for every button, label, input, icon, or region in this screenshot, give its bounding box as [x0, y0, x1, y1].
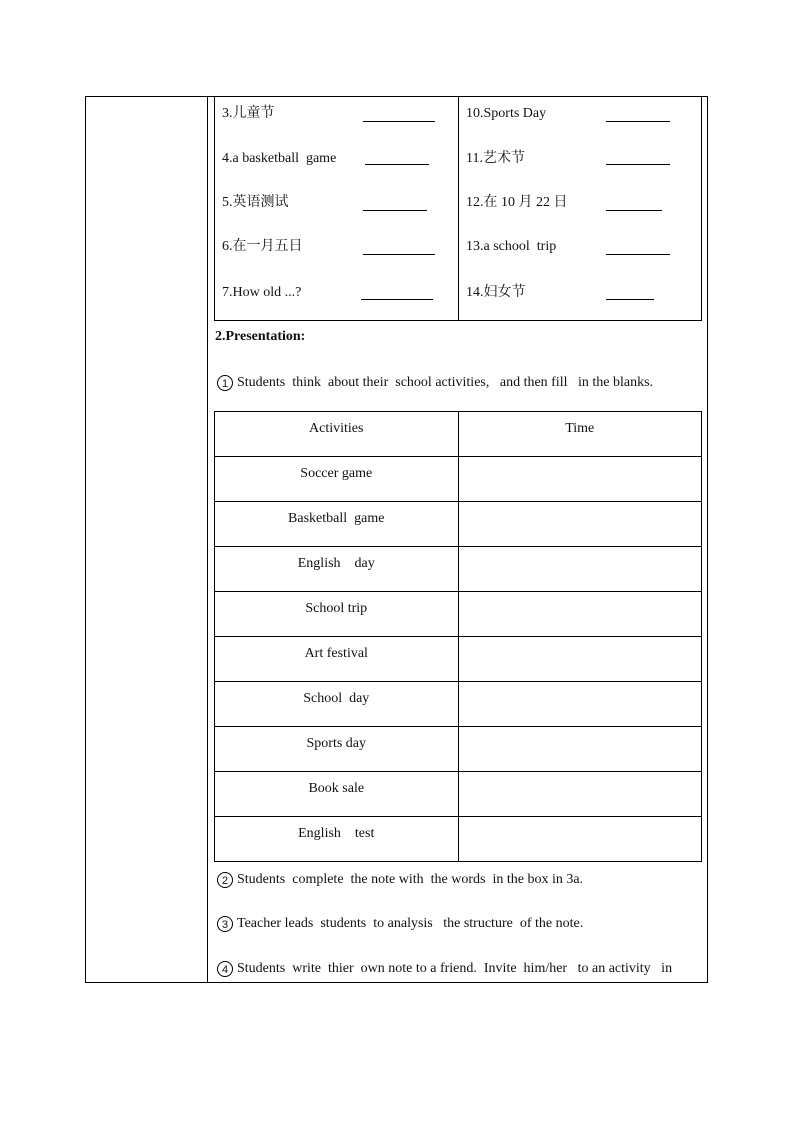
circled-number: 4	[217, 961, 233, 977]
answer-blank[interactable]	[606, 121, 670, 122]
table-row	[215, 592, 702, 637]
circled-number: 3	[217, 916, 233, 932]
vocab-item: 10.Sports Day	[466, 106, 547, 121]
table-row	[215, 817, 702, 862]
circled-number: 1	[217, 375, 233, 391]
instruction-2	[217, 871, 583, 889]
instruction-4	[217, 960, 672, 978]
vocab-item: 11.艺术节	[466, 151, 525, 166]
circled-number: 2	[217, 872, 233, 888]
table-row	[215, 637, 702, 682]
answer-blank[interactable]	[606, 254, 670, 255]
activity-cell: Soccer game	[215, 457, 459, 502]
table-row	[215, 502, 702, 547]
table-header-row	[215, 412, 702, 457]
time-cell[interactable]	[458, 817, 702, 862]
time-cell[interactable]	[458, 592, 702, 637]
presentation-heading: 2.Presentation:	[215, 329, 306, 344]
table-row	[215, 457, 702, 502]
time-cell[interactable]	[458, 502, 702, 547]
table-row	[215, 727, 702, 772]
vocab-item: 13.a school trip	[466, 239, 557, 254]
vocab-item: 3.儿童节	[222, 106, 275, 121]
instruction-text: Students write thier own note to a friend. Invite him/her to an activity in	[237, 961, 673, 976]
table-row	[215, 682, 702, 727]
vocab-item: 6.在一月五日	[222, 239, 303, 254]
table-row	[215, 772, 702, 817]
vocabulary-table	[214, 96, 702, 321]
answer-blank[interactable]	[606, 299, 654, 300]
instruction-1	[217, 374, 653, 392]
time-cell[interactable]	[458, 547, 702, 592]
instruction-3	[217, 915, 583, 933]
vocab-item: 12.在 10 月 22 日	[466, 195, 568, 210]
answer-blank[interactable]	[606, 210, 662, 211]
activity-cell: English day	[215, 547, 459, 592]
vocab-item: 7.How old ...?	[222, 285, 302, 300]
vocab-item: 4.a basketball game	[222, 151, 337, 166]
instruction-text: Students think about their school activities, and then fill in the blanks.	[237, 375, 654, 390]
answer-blank[interactable]	[363, 210, 427, 211]
vocab-item: 14.妇女节	[466, 285, 526, 300]
activity-cell: English test	[215, 817, 459, 862]
activity-cell: School trip	[215, 592, 459, 637]
column-divider	[207, 97, 208, 982]
table-header: Activities	[215, 412, 459, 457]
activity-cell: Sports day	[215, 727, 459, 772]
activities-table	[214, 411, 702, 862]
lesson-plan-table	[85, 96, 708, 983]
time-cell[interactable]	[458, 457, 702, 502]
time-cell[interactable]	[458, 682, 702, 727]
activity-cell: School day	[215, 682, 459, 727]
time-cell[interactable]	[458, 772, 702, 817]
instruction-text: Teacher leads students to analysis the structure of the note.	[237, 916, 584, 931]
instruction-text: Students complete the note with the words in the box in 3a.	[237, 872, 584, 887]
table-row	[215, 547, 702, 592]
activity-cell: Book sale	[215, 772, 459, 817]
answer-blank[interactable]	[363, 121, 435, 122]
time-cell[interactable]	[458, 637, 702, 682]
time-cell[interactable]	[458, 727, 702, 772]
activity-cell: Basketball game	[215, 502, 459, 547]
answer-blank[interactable]	[361, 299, 433, 300]
answer-blank[interactable]	[606, 164, 670, 165]
table-header: Time	[458, 412, 702, 457]
vocabulary-column-divider	[458, 97, 459, 320]
vocab-item: 5.英语测试	[222, 195, 289, 210]
activity-cell: Art festival	[215, 637, 459, 682]
answer-blank[interactable]	[365, 164, 429, 165]
answer-blank[interactable]	[363, 254, 435, 255]
